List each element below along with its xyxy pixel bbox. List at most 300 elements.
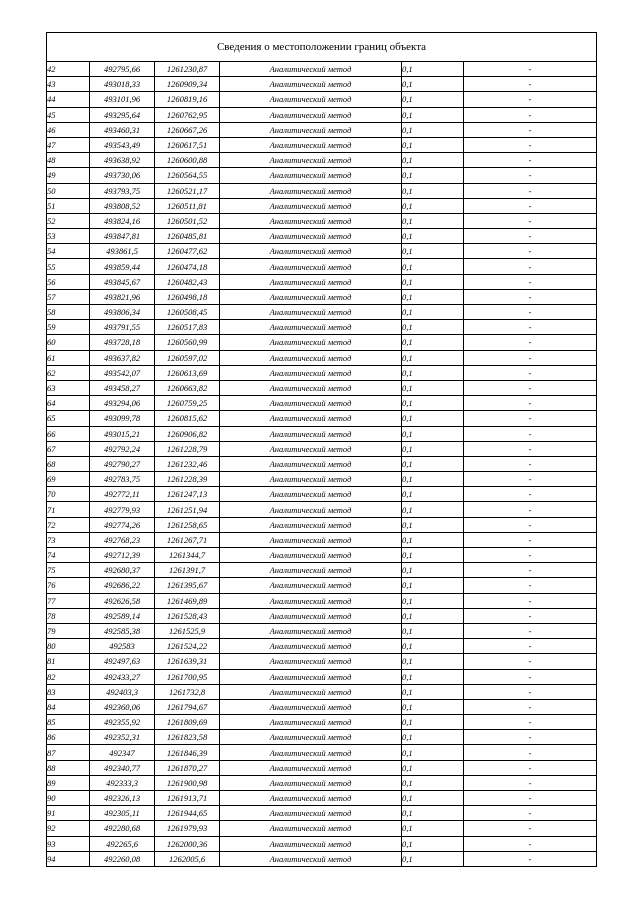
method-cell: Аналитический метод [220,198,402,213]
table-row [47,639,597,654]
table-row [47,396,597,411]
point-number-cell: 60 [47,335,90,350]
point-number-cell: 87 [47,745,90,760]
description-cell: - [464,745,597,760]
precision-cell: 0,1 [402,472,464,487]
table-row [47,92,597,107]
x-coordinate-cell: 492774,26 [90,517,155,532]
table-row [47,244,597,259]
precision-cell: 0,1 [402,380,464,395]
description-cell: - [464,259,597,274]
precision-cell: 0,1 [402,107,464,122]
method-cell: Аналитический метод [220,654,402,669]
point-number-cell: 43 [47,77,90,92]
point-number-cell: 86 [47,730,90,745]
point-number-cell: 42 [47,62,90,77]
y-coordinate-cell: 1260517,83 [155,320,220,335]
table-row [47,775,597,790]
method-cell: Аналитический метод [220,335,402,350]
precision-cell: 0,1 [402,851,464,866]
precision-cell: 0,1 [402,244,464,259]
y-coordinate-cell: 1260815,62 [155,411,220,426]
y-coordinate-cell: 1261700,95 [155,669,220,684]
method-cell: Аналитический метод [220,517,402,532]
description-cell: - [464,517,597,532]
point-number-cell: 79 [47,623,90,638]
x-coordinate-cell: 493847,81 [90,229,155,244]
table-row [47,153,597,168]
y-coordinate-cell: 1260617,51 [155,137,220,152]
y-coordinate-cell: 1260564,55 [155,168,220,183]
description-cell: - [464,608,597,623]
description-cell: - [464,198,597,213]
description-cell: - [464,320,597,335]
precision-cell: 0,1 [402,806,464,821]
x-coordinate-cell: 493808,52 [90,198,155,213]
y-coordinate-cell: 1261979,93 [155,821,220,836]
x-coordinate-cell: 493637,82 [90,350,155,365]
table-row [47,548,597,563]
x-coordinate-cell: 492583 [90,639,155,654]
x-coordinate-cell: 493295,64 [90,107,155,122]
x-coordinate-cell: 492265,6 [90,836,155,851]
description-cell: - [464,62,597,77]
x-coordinate-cell: 492680,37 [90,563,155,578]
y-coordinate-cell: 1260498,18 [155,289,220,304]
table-row [47,578,597,593]
table-row [47,851,597,866]
method-cell: Аналитический метод [220,639,402,654]
point-number-cell: 84 [47,699,90,714]
table-row [47,608,597,623]
x-coordinate-cell: 492783,75 [90,472,155,487]
description-cell: - [464,548,597,563]
x-coordinate-cell: 492333,3 [90,775,155,790]
table-row [47,699,597,714]
x-coordinate-cell: 492779,93 [90,502,155,517]
precision-cell: 0,1 [402,350,464,365]
description-cell: - [464,229,597,244]
precision-cell: 0,1 [402,259,464,274]
point-number-cell: 48 [47,153,90,168]
precision-cell: 0,1 [402,593,464,608]
point-number-cell: 85 [47,715,90,730]
y-coordinate-cell: 1261823,58 [155,730,220,745]
y-coordinate-cell: 1261913,71 [155,791,220,806]
method-cell: Аналитический метод [220,62,402,77]
precision-cell: 0,1 [402,198,464,213]
precision-cell: 0,1 [402,639,464,654]
table-row [47,213,597,228]
y-coordinate-cell: 1261232,46 [155,456,220,471]
method-cell: Аналитический метод [220,137,402,152]
x-coordinate-cell: 492360,06 [90,699,155,714]
y-coordinate-cell: 1260511,81 [155,198,220,213]
method-cell: Аналитический метод [220,563,402,578]
x-coordinate-cell: 493015,21 [90,426,155,441]
point-number-cell: 68 [47,456,90,471]
point-number-cell: 91 [47,806,90,821]
method-cell: Аналитический метод [220,274,402,289]
table-row [47,821,597,836]
y-coordinate-cell: 1261809,69 [155,715,220,730]
description-cell: - [464,684,597,699]
y-coordinate-cell: 1261469,89 [155,593,220,608]
table-row [47,320,597,335]
description-cell: - [464,77,597,92]
x-coordinate-cell: 492686,22 [90,578,155,593]
method-cell: Аналитический метод [220,715,402,730]
x-coordinate-cell: 493018,33 [90,77,155,92]
x-coordinate-cell: 492589,14 [90,608,155,623]
precision-cell: 0,1 [402,365,464,380]
table-row [47,77,597,92]
y-coordinate-cell: 1260521,17 [155,183,220,198]
y-coordinate-cell: 1260759,25 [155,396,220,411]
method-cell: Аналитический метод [220,365,402,380]
boundary-coordinates-table [46,32,597,867]
point-number-cell: 65 [47,411,90,426]
table-row [47,380,597,395]
precision-cell: 0,1 [402,775,464,790]
x-coordinate-cell: 492626,58 [90,593,155,608]
y-coordinate-cell: 1260501,52 [155,213,220,228]
point-number-cell: 88 [47,760,90,775]
precision-cell: 0,1 [402,699,464,714]
point-number-cell: 64 [47,396,90,411]
method-cell: Аналитический метод [220,244,402,259]
document-sheet [46,32,596,867]
method-cell: Аналитический метод [220,730,402,745]
description-cell: - [464,456,597,471]
point-number-cell: 53 [47,229,90,244]
table-title: Сведения о местоположении границ объекта [47,33,597,62]
precision-cell: 0,1 [402,563,464,578]
description-cell: - [464,213,597,228]
description-cell: - [464,760,597,775]
method-cell: Аналитический метод [220,411,402,426]
method-cell: Аналитический метод [220,456,402,471]
y-coordinate-cell: 1261228,39 [155,472,220,487]
y-coordinate-cell: 1261391,7 [155,563,220,578]
method-cell: Аналитический метод [220,699,402,714]
y-coordinate-cell: 1260762,95 [155,107,220,122]
table-row [47,730,597,745]
precision-cell: 0,1 [402,289,464,304]
precision-cell: 0,1 [402,487,464,502]
x-coordinate-cell: 493728,18 [90,335,155,350]
y-coordinate-cell: 1260600,88 [155,153,220,168]
description-cell: - [464,472,597,487]
x-coordinate-cell: 493845,67 [90,274,155,289]
method-cell: Аналитический метод [220,745,402,760]
description-cell: - [464,775,597,790]
x-coordinate-cell: 493730,06 [90,168,155,183]
y-coordinate-cell: 1260667,26 [155,122,220,137]
method-cell: Аналитический метод [220,487,402,502]
precision-cell: 0,1 [402,62,464,77]
table-row [47,806,597,821]
table-row [47,411,597,426]
point-number-cell: 80 [47,639,90,654]
table-row [47,836,597,851]
description-cell: - [464,578,597,593]
precision-cell: 0,1 [402,791,464,806]
description-cell: - [464,153,597,168]
description-cell: - [464,441,597,456]
method-cell: Аналитический метод [220,760,402,775]
method-cell: Аналитический метод [220,183,402,198]
y-coordinate-cell: 1261247,13 [155,487,220,502]
precision-cell: 0,1 [402,532,464,547]
table-row [47,760,597,775]
method-cell: Аналитический метод [220,532,402,547]
y-coordinate-cell: 1262000,36 [155,836,220,851]
description-cell: - [464,168,597,183]
method-cell: Аналитический метод [220,305,402,320]
table-row [47,791,597,806]
precision-cell: 0,1 [402,77,464,92]
precision-cell: 0,1 [402,760,464,775]
x-coordinate-cell: 492712,39 [90,548,155,563]
table-row [47,623,597,638]
point-number-cell: 54 [47,244,90,259]
description-cell: - [464,532,597,547]
point-number-cell: 52 [47,213,90,228]
x-coordinate-cell: 492792,24 [90,441,155,456]
method-cell: Аналитический метод [220,77,402,92]
table-row [47,517,597,532]
precision-cell: 0,1 [402,548,464,563]
description-cell: - [464,806,597,821]
point-number-cell: 67 [47,441,90,456]
point-number-cell: 62 [47,365,90,380]
x-coordinate-cell: 493099,78 [90,411,155,426]
method-cell: Аналитический метод [220,821,402,836]
table-row [47,183,597,198]
point-number-cell: 75 [47,563,90,578]
precision-cell: 0,1 [402,426,464,441]
point-number-cell: 77 [47,593,90,608]
y-coordinate-cell: 1261732,8 [155,684,220,699]
x-coordinate-cell: 493806,34 [90,305,155,320]
method-cell: Аналитический метод [220,669,402,684]
y-coordinate-cell: 1261944,65 [155,806,220,821]
x-coordinate-cell: 493460,31 [90,122,155,137]
method-cell: Аналитический метод [220,593,402,608]
description-cell: - [464,836,597,851]
point-number-cell: 56 [47,274,90,289]
point-number-cell: 69 [47,472,90,487]
precision-cell: 0,1 [402,715,464,730]
point-number-cell: 50 [47,183,90,198]
point-number-cell: 90 [47,791,90,806]
x-coordinate-cell: 493821,96 [90,289,155,304]
precision-cell: 0,1 [402,745,464,760]
precision-cell: 0,1 [402,411,464,426]
precision-cell: 0,1 [402,122,464,137]
description-cell: - [464,502,597,517]
description-cell: - [464,699,597,714]
x-coordinate-cell: 492326,13 [90,791,155,806]
description-cell: - [464,715,597,730]
description-cell: - [464,350,597,365]
point-number-cell: 47 [47,137,90,152]
description-cell: - [464,851,597,866]
description-cell: - [464,365,597,380]
x-coordinate-cell: 492795,66 [90,62,155,77]
y-coordinate-cell: 1261395,67 [155,578,220,593]
table-row [47,563,597,578]
y-coordinate-cell: 1261794,67 [155,699,220,714]
y-coordinate-cell: 1260909,34 [155,77,220,92]
method-cell: Аналитический метод [220,775,402,790]
table-row [47,684,597,699]
description-cell: - [464,426,597,441]
table-row [47,107,597,122]
description-cell: - [464,487,597,502]
table-row [47,365,597,380]
description-cell: - [464,183,597,198]
x-coordinate-cell: 493542,07 [90,365,155,380]
description-cell: - [464,122,597,137]
description-cell: - [464,244,597,259]
y-coordinate-cell: 1260597,02 [155,350,220,365]
point-number-cell: 83 [47,684,90,699]
x-coordinate-cell: 493294,06 [90,396,155,411]
x-coordinate-cell: 492280,68 [90,821,155,836]
table-row [47,198,597,213]
method-cell: Аналитический метод [220,153,402,168]
method-cell: Аналитический метод [220,107,402,122]
x-coordinate-cell: 492355,92 [90,715,155,730]
x-coordinate-cell: 492340,77 [90,760,155,775]
precision-cell: 0,1 [402,168,464,183]
precision-cell: 0,1 [402,320,464,335]
point-number-cell: 45 [47,107,90,122]
precision-cell: 0,1 [402,730,464,745]
table-row [47,229,597,244]
description-cell: - [464,305,597,320]
precision-cell: 0,1 [402,502,464,517]
y-coordinate-cell: 1261639,31 [155,654,220,669]
y-coordinate-cell: 1261846,39 [155,745,220,760]
precision-cell: 0,1 [402,456,464,471]
description-cell: - [464,791,597,806]
y-coordinate-cell: 1260906,82 [155,426,220,441]
precision-cell: 0,1 [402,669,464,684]
x-coordinate-cell: 493859,44 [90,259,155,274]
method-cell: Аналитический метод [220,684,402,699]
x-coordinate-cell: 493638,92 [90,153,155,168]
table-row [47,502,597,517]
x-coordinate-cell: 492768,23 [90,532,155,547]
y-coordinate-cell: 1261230,87 [155,62,220,77]
y-coordinate-cell: 1260485,81 [155,229,220,244]
table-row [47,441,597,456]
y-coordinate-cell: 1260663,82 [155,380,220,395]
method-cell: Аналитический метод [220,608,402,623]
precision-cell: 0,1 [402,396,464,411]
description-cell: - [464,654,597,669]
description-cell: - [464,396,597,411]
table-row [47,305,597,320]
point-number-cell: 66 [47,426,90,441]
description-cell: - [464,411,597,426]
y-coordinate-cell: 1261900,98 [155,775,220,790]
precision-cell: 0,1 [402,274,464,289]
table-row [47,62,597,77]
x-coordinate-cell: 493543,49 [90,137,155,152]
precision-cell: 0,1 [402,183,464,198]
precision-cell: 0,1 [402,623,464,638]
precision-cell: 0,1 [402,684,464,699]
method-cell: Аналитический метод [220,836,402,851]
table-row [47,274,597,289]
method-cell: Аналитический метод [220,426,402,441]
point-number-cell: 61 [47,350,90,365]
description-cell: - [464,623,597,638]
x-coordinate-cell: 493861,5 [90,244,155,259]
y-coordinate-cell: 1260508,45 [155,305,220,320]
point-number-cell: 89 [47,775,90,790]
description-cell: - [464,380,597,395]
point-number-cell: 71 [47,502,90,517]
description-cell: - [464,92,597,107]
point-number-cell: 94 [47,851,90,866]
description-cell: - [464,730,597,745]
method-cell: Аналитический метод [220,229,402,244]
precision-cell: 0,1 [402,578,464,593]
x-coordinate-cell: 493791,55 [90,320,155,335]
point-number-cell: 81 [47,654,90,669]
method-cell: Аналитический метод [220,289,402,304]
precision-cell: 0,1 [402,517,464,532]
method-cell: Аналитический метод [220,396,402,411]
point-number-cell: 82 [47,669,90,684]
x-coordinate-cell: 493458,27 [90,380,155,395]
method-cell: Аналитический метод [220,380,402,395]
precision-cell: 0,1 [402,608,464,623]
x-coordinate-cell: 492403,3 [90,684,155,699]
x-coordinate-cell: 493793,75 [90,183,155,198]
x-coordinate-cell: 492260,08 [90,851,155,866]
table-row [47,168,597,183]
method-cell: Аналитический метод [220,548,402,563]
x-coordinate-cell: 492305,11 [90,806,155,821]
y-coordinate-cell: 1260477,62 [155,244,220,259]
y-coordinate-cell: 1260474,18 [155,259,220,274]
method-cell: Аналитический метод [220,168,402,183]
y-coordinate-cell: 1260613,69 [155,365,220,380]
point-number-cell: 51 [47,198,90,213]
point-number-cell: 93 [47,836,90,851]
table-row [47,456,597,471]
y-coordinate-cell: 1260482,43 [155,274,220,289]
method-cell: Аналитический метод [220,472,402,487]
table-row [47,350,597,365]
table-row [47,669,597,684]
table-row [47,532,597,547]
x-coordinate-cell: 492352,31 [90,730,155,745]
x-coordinate-cell: 492347 [90,745,155,760]
y-coordinate-cell: 1261267,71 [155,532,220,547]
y-coordinate-cell: 1260819,16 [155,92,220,107]
table-row [47,487,597,502]
table-row [47,472,597,487]
description-cell: - [464,289,597,304]
method-cell: Аналитический метод [220,259,402,274]
